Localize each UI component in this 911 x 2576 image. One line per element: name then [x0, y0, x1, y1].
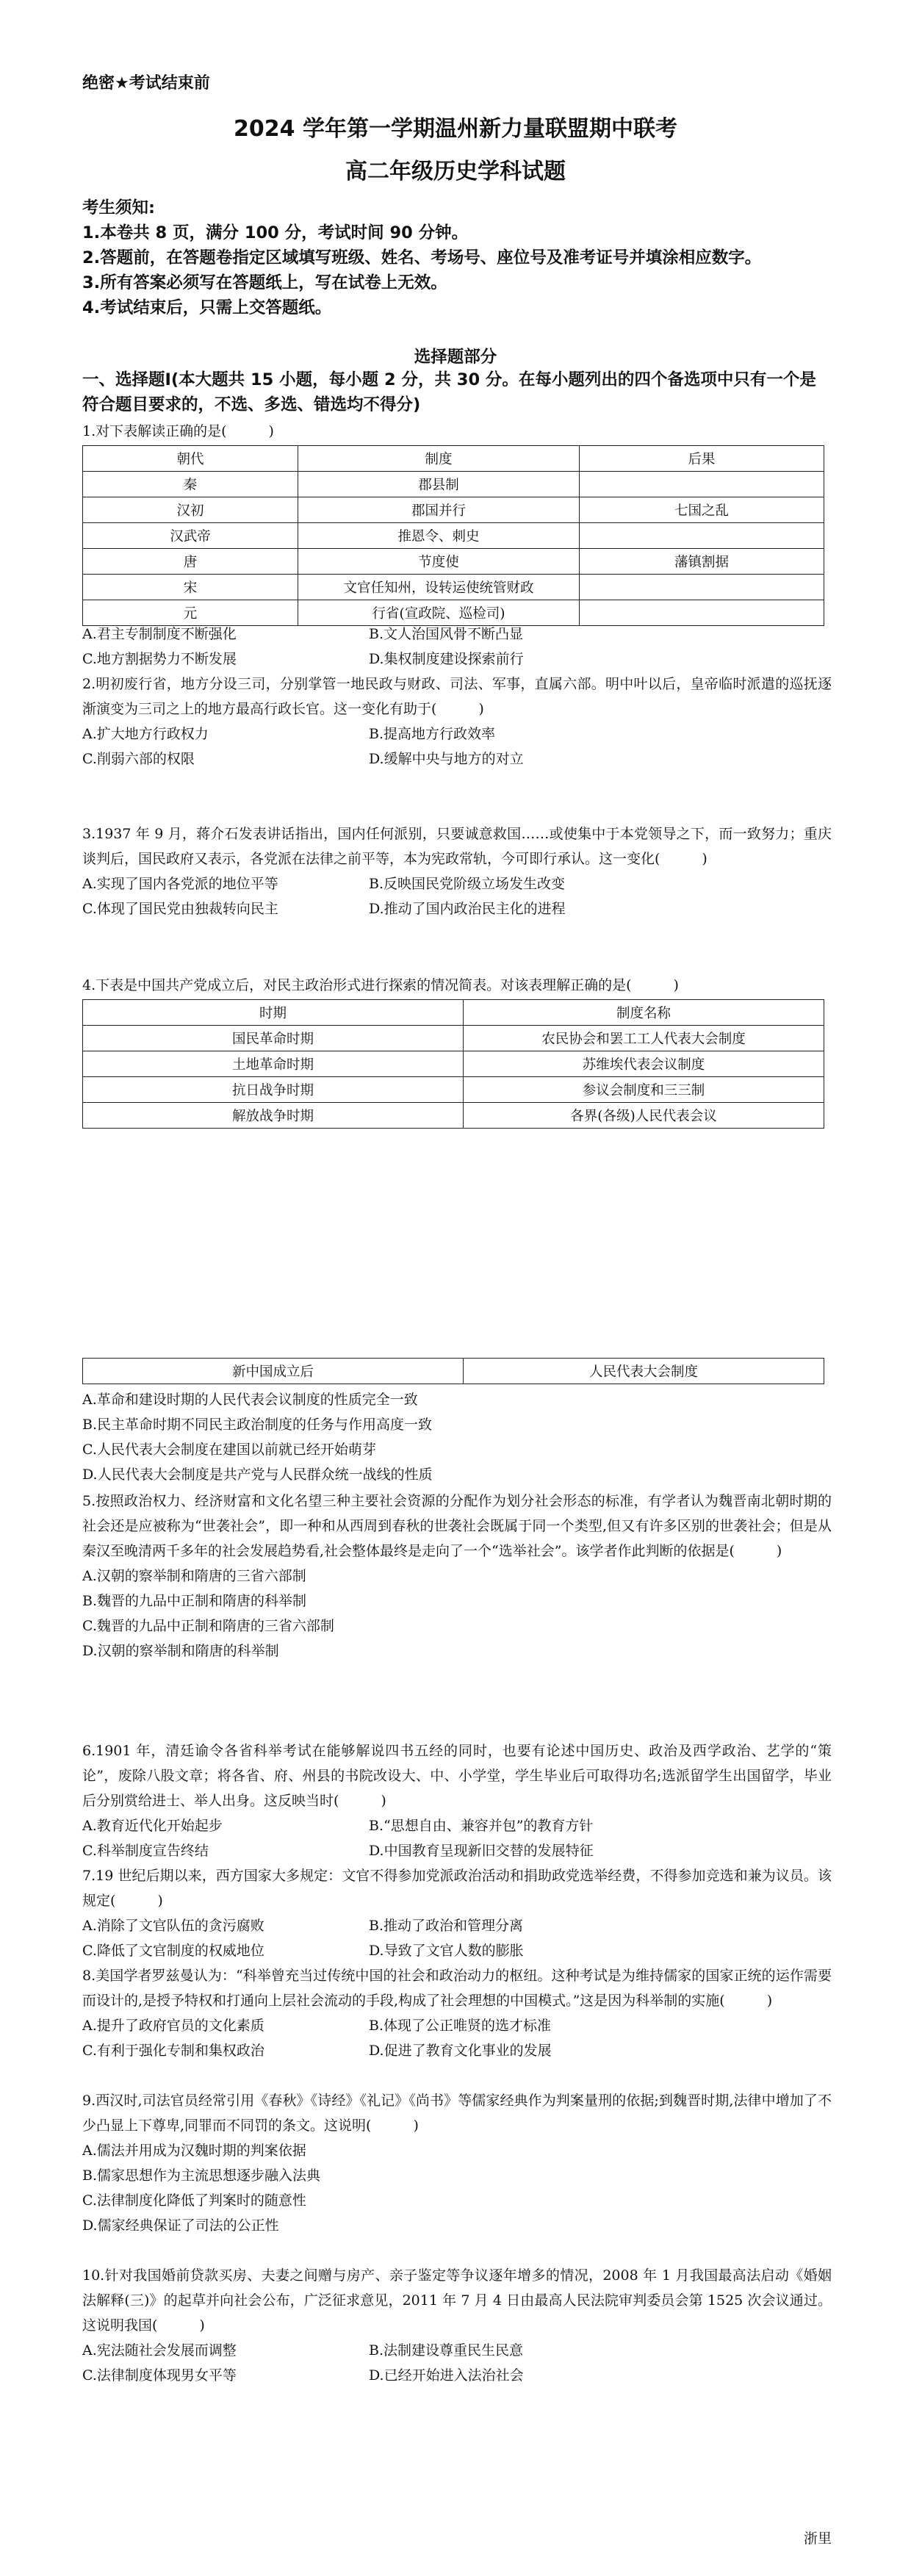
table-cell: 各界(各级)人民代表会议	[464, 1103, 824, 1129]
table-cell: 汉武帝	[83, 523, 298, 549]
notice-item: 4.考试结束后，只需上交答题纸。	[82, 298, 332, 317]
option: A.提升了政府官员的文化素质	[82, 2018, 264, 2034]
table-cell: 行省(宣政院、巡检司)	[298, 600, 580, 626]
option: B.民主革命时期不同民主政治制度的任务与作用高度一致	[82, 1417, 433, 1433]
question-4-stem: 4.下表是中国共产党成立后，对民主政治形式进行探索的情况简表。对该表理解正确的是( )	[82, 977, 679, 993]
option: B.推动了政治和管理分离	[369, 1918, 524, 1934]
question-stem: 10.针对我国婚前贷款买房、夫妻之间赠与房产、亲子鉴定等争议逐年增多的情况，2008 年 1 月我国最高法启动《婚姻法解释(三)》的起草并向社会公布，广泛征求意见，2011 年 7 月 4 日由最高人民法院审判委员会第 1525 次会议通过。这说明我国( )	[82, 2267, 832, 2334]
option: C.有利于强化专制和集权政治	[82, 2043, 264, 2059]
option: C.体现了国民党由独裁转向民主	[82, 901, 278, 917]
table-cell: 农民协会和罢工工人代表大会制度	[464, 1026, 824, 1051]
section-title: 选择题部分	[414, 348, 497, 367]
question-stem: 7.19 世纪后期以来，西方国家大多规定：文官不得参加党派政治活动和捐助政党选举经费，不得参加竞选和兼为议员。该规定( )	[82, 1868, 832, 1909]
table-cell: 秦	[83, 472, 298, 497]
option: C.削弱六部的权限	[82, 751, 195, 767]
table-cell: 新中国成立后	[83, 1359, 464, 1384]
table-row	[83, 1103, 824, 1129]
option: C.科举制度宣告终结	[82, 1843, 209, 1859]
option: B.儒家思想作为主流思想逐步融入法典	[82, 2167, 321, 2184]
option: B.魏晋的九品中正制和隋唐的科举制	[82, 1593, 307, 1609]
option: B.法制建设尊重民生民意	[369, 2342, 524, 2359]
option: D.导致了文官人数的膨胀	[369, 1943, 524, 1959]
table-cell: 推恩令、刺史	[298, 523, 580, 549]
option: B.体现了公正唯贤的选才标准	[369, 2018, 552, 2034]
table-row	[83, 1077, 824, 1103]
table-cell: 唐	[83, 549, 298, 575]
option: B.“思想自由、兼容并包”的教育方针	[369, 1818, 594, 1834]
table-row	[83, 472, 824, 497]
footer-mark: 浙里	[803, 2530, 832, 2547]
table-cell: 抗日战争时期	[83, 1077, 464, 1103]
table-header-cell: 时期	[83, 1000, 464, 1026]
question-5	[82, 1489, 832, 1663]
option: C.降低了文官制度的权威地位	[82, 1943, 264, 1959]
question-stem: 6.1901 年，清廷谕令各省科举考试在能够解说四书五经的同时，也要有论述中国历史、政治及西学政治、艺学的“策论”，废除八股文章；将各省、府、州县的书院改设大、中、小学堂，学生毕业后可取得功名;选派留学生出国留学，毕业后分别赏给进士、举人出身。这反映当时( )	[82, 1743, 832, 1809]
q4-table-continued	[82, 1358, 824, 1384]
table-header-cell: 制度名称	[464, 1000, 824, 1026]
option: C.魏晋的九品中正制和隋唐的三省六部制	[82, 1618, 334, 1634]
table-cell	[580, 575, 824, 600]
table-cell: 元	[83, 600, 298, 626]
notice-item: 1.本卷共 8 页，满分 100 分，考试时间 90 分钟。	[82, 223, 469, 242]
option: A.实现了国内各党派的地位平等	[82, 876, 278, 892]
option: A.教育近代化开始起步	[82, 1818, 223, 1834]
option: D.缓解中央与地方的对立	[369, 751, 524, 767]
notice-heading: 考生须知:	[82, 198, 155, 217]
question-3	[82, 821, 832, 921]
q1-table	[82, 445, 824, 626]
option: D.汉朝的察举制和隋唐的科举制	[82, 1643, 279, 1659]
question-8	[82, 1963, 832, 2063]
table-header-cell: 朝代	[83, 446, 298, 472]
q4-table	[82, 999, 824, 1129]
option: C.地方割据势力不断发展	[82, 651, 237, 667]
option: A.君主专制制度不断强化	[82, 626, 237, 642]
table-cell: 宋	[83, 575, 298, 600]
table-cell: 藩镇割据	[580, 549, 824, 575]
question-6	[82, 1738, 832, 1863]
option: D.儒家经典保证了司法的公正性	[82, 2217, 279, 2234]
question-stem: 8.美国学者罗兹曼认为：“科举曾充当过传统中国的社会和政治动力的枢纽。这种考试是为维持儒家的国家正统的运作需要而设计的,是授予特权和打通向上层社会流动的手段,构成了社会理想的中国模式。”这是因为科举制的实施( )	[82, 1968, 832, 2009]
exam-subtitle: 高二年级历史学科试题	[345, 159, 566, 184]
table-cell: 七国之乱	[580, 497, 824, 523]
part-heading: 一、选择题Ⅰ(本大题共 15 小题，每小题 2 分，共 30 分。在每小题列出的四个备选项中只有一个是符合题目要求的，不选、多选、错选均不得分)	[82, 370, 816, 414]
question-4-options	[82, 1387, 832, 1487]
candidate-notice	[82, 195, 832, 320]
confidential-mark: 绝密★考试结束前	[82, 74, 210, 93]
option: B.反映国民党阶级立场发生改变	[369, 876, 566, 892]
option: C.法律制度体现男女平等	[82, 2367, 237, 2383]
option: D.促进了教育文化事业的发展	[369, 2043, 552, 2059]
question-9	[82, 2088, 832, 2238]
table-header-row	[83, 446, 824, 472]
exam-title: 2024 学年第一学期温州新力量联盟期中联考	[234, 116, 677, 142]
table-cell: 苏维埃代表会议制度	[464, 1051, 824, 1077]
question-stem: 3.1937 年 9 月，蒋介石发表讲话指出，国内任何派别，只要诚意救国……或使集中于本党领导之下，而一致努力；重庆谈判后，国民政府又表示，各党派在法律之前平等，本为宪政常轨，今可即行承认。这一变化( )	[82, 826, 832, 867]
question-stem: 5.按照政治权力、经济财富和文化名望三种主要社会资源的分配作为划分社会形态的标准，有学者认为魏晋南北朝时期的社会还是应被称为“世袭社会”，即一种和从西周到春秋的世袭社会既属于同一个类型,但又有许多区别的世袭社会；但是从秦汉至晚清两千多年的社会发展趋势看,社会整体最终是走向了一个“选举社会”。该学者作此判断的依据是( )	[82, 1493, 832, 1559]
table-header-row	[83, 1000, 824, 1026]
question-1-options	[82, 622, 832, 672]
question-10	[82, 2263, 832, 2388]
option: B.文人治国风骨不断凸显	[369, 626, 524, 642]
table-cell: 节度使	[298, 549, 580, 575]
table-cell	[580, 472, 824, 497]
table-cell: 文官任知州，设转运使统管财政	[298, 575, 580, 600]
table-cell: 人民代表大会制度	[464, 1359, 824, 1384]
option: D.已经开始进入法治社会	[369, 2367, 524, 2383]
option: D.中国教育呈现新旧交替的发展特征	[369, 1843, 594, 1859]
question-7	[82, 1863, 832, 1963]
notice-item: 2.答题前，在答题卷指定区域填写班级、姓名、考场号、座位号及准考证号并填涂相应数字。	[82, 248, 762, 267]
option: C.人民代表大会制度在建国以前就已经开始萌芽	[82, 1442, 376, 1458]
table-row	[83, 575, 824, 600]
option: D.推动了国内政治民主化的进程	[369, 901, 566, 917]
option: B.提高地方行政效率	[369, 726, 496, 742]
option: A.儒法并用成为汉魏时期的判案依据	[82, 2143, 306, 2159]
option: A.消除了文官队伍的贪污腐败	[82, 1918, 264, 1934]
option: A.扩大地方行政权力	[82, 726, 209, 742]
table-cell: 解放战争时期	[83, 1103, 464, 1129]
table-row	[83, 1051, 824, 1077]
option: D.人民代表大会制度是共产党与人民群众统一战线的性质	[82, 1467, 433, 1483]
table-cell: 国民革命时期	[83, 1026, 464, 1051]
option: D.集权制度建设探索前行	[369, 651, 524, 667]
table-cell: 郡国并行	[298, 497, 580, 523]
question-2	[82, 672, 832, 771]
table-row	[83, 1359, 824, 1384]
table-header-cell: 制度	[298, 446, 580, 472]
question-stem: 9.西汉时,司法官员经常引用《春秋》《诗经》《礼记》《尚书》等儒家经典作为判案量刑的依据;到魏晋时期,法律中增加了不少凸显上下尊卑,同罪而不同罚的条文。这说明( )	[82, 2093, 832, 2134]
table-cell	[580, 523, 824, 549]
table-row	[83, 523, 824, 549]
table-cell: 参议会制度和三三制	[464, 1077, 824, 1103]
notice-item: 3.所有答案必须写在答题纸上，写在试卷上无效。	[82, 273, 447, 292]
option: C.法律制度化降低了判案时的随意性	[82, 2192, 306, 2209]
table-cell: 汉初	[83, 497, 298, 523]
option: A.宪法随社会发展而调整	[82, 2342, 237, 2359]
table-row	[83, 1026, 824, 1051]
table-header-cell: 后果	[580, 446, 824, 472]
question-1-stem: 1.对下表解读正确的是( )	[82, 423, 274, 439]
table-cell: 土地革命时期	[83, 1051, 464, 1077]
table-row	[83, 497, 824, 523]
option: A.革命和建设时期的人民代表会议制度的性质完全一致	[82, 1392, 418, 1408]
table-cell: 郡县制	[298, 472, 580, 497]
table-row	[83, 549, 824, 575]
option: A.汉朝的察举制和隋唐的三省六部制	[82, 1568, 306, 1584]
question-stem: 2.明初废行省，地方分设三司，分别掌管一地民政与财政、司法、军事，直属六部。明中叶以后，皇帝临时派遣的巡抚逐渐演变为三司之上的地方最高行政长官。这一变化有助于( )	[82, 676, 832, 717]
